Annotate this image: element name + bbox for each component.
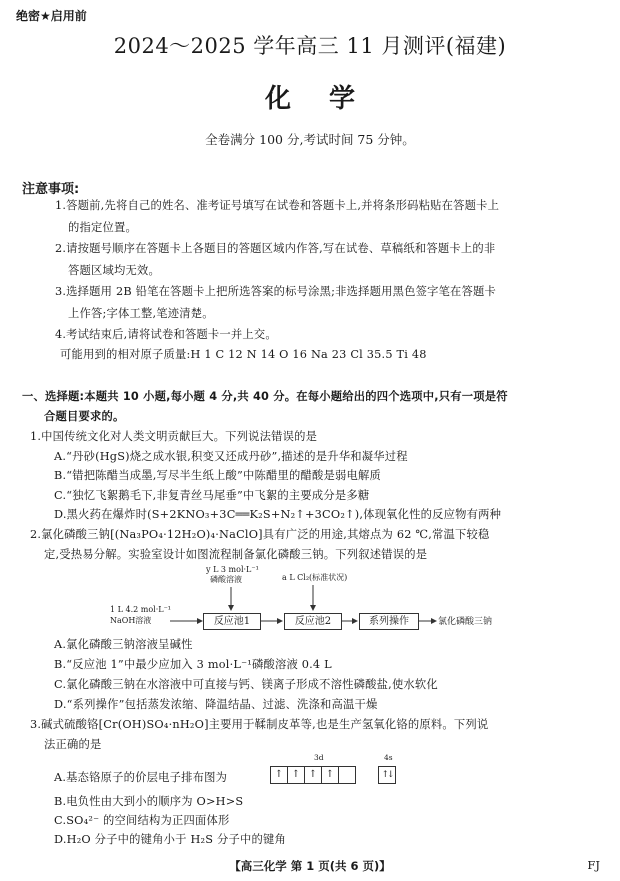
flow-box-reactor-2: 反应池2 [284,613,342,630]
q2-option-d: D.“系列操作”包括蒸发浓缩、降温结晶、过滤、洗涤和高温干燥 [54,698,378,711]
q1-stem: 1.中国传统文化对人类文明贡献巨大。下列说法错误的是 [30,430,318,443]
section-heading-cont: 合题目要求的。 [44,410,125,423]
orbital-diagram [270,752,410,792]
notice-line: 1.答题前,先将自己的姓名、准考证号填写在试卷和答题卡上,并将条形码粘贴在答题卡上 [55,199,500,212]
flow-box-operations: 系列操作 [359,613,419,630]
q3-stem: 3.碱式硫酸铬[Cr(OH)SO₄·nH₂O]主要用于鞣制皮革等,也是生产氢氧化铬的原料。下列说 [30,718,489,731]
q3-option-a: A.基态铬原子的价层电子排布图为 [54,771,228,784]
exam-title: 2024～2025 学年高三 11 月测评(福建) [113,34,507,58]
label-4s: 4s [384,753,393,762]
q1-option-b: B.“错把陈醋当成墨,写尽半生纸上酸”中陈醋里的醋酸是弱电解质 [54,469,381,482]
flow-input-naoh: NaOH溶液 [110,616,152,625]
q3-option-b: B.电负性由大到小的顺序为 O>H>S [54,795,244,808]
notice-line: 2.请按题号顺序在答题卡上各题目的答题区域内作答,写在试卷、草稿纸和答题卡上的非 [55,242,496,255]
q1-option-c: C.“独忆飞絮鹅毛下,非复青丝马尾垂”中飞絮的主要成分是多糖 [54,489,370,502]
notice-line: 4.考试结束后,请将试卷和答题卡一并上交。 [55,328,277,341]
orbital-4s-box: ↑↓ [378,766,396,784]
paper-code: FJ [587,858,600,872]
orbital-3d-box: ↑ [270,766,288,784]
notice-line: 3.选择题用 2B 铅笔在答题卡上把所选答案的标号涂黑;非选择题用黑色签字笔在答题卡 [55,285,497,298]
flow-box-reactor-1: 反应池1 [203,613,261,630]
q2-flow-diagram [110,563,590,633]
confidential-mark: 绝密★启用前 [16,9,87,23]
flow-input-phosphoric-conc: y L 3 mol·L⁻¹ [206,565,259,574]
notice-line: 上作答;字体工整,笔迹清楚。 [68,307,214,320]
flow-product: 氯化磷酸三钠 [438,617,493,627]
q3-option-c: C.SO₄²⁻ 的空间结构为正四面体形 [54,814,230,827]
notice-line: 答题区域均无效。 [68,264,160,277]
flow-input-naoh-conc: 1 L 4.2 mol·L⁻¹ [110,605,171,614]
notice-heading: 注意事项: [22,182,80,197]
orbital-3d-box: ↑ [321,766,339,784]
q1-option-a: A.“丹砂(HgS)烧之成水银,积变又还成丹砂”,描述的是升华和凝华过程 [54,450,408,463]
label-3d: 3d [314,753,324,762]
page-footer: 【高三化学 第 1 页(共 6 页)】 [229,859,391,873]
atomic-masses: 可能用到的相对原子质量:H 1 C 12 N 14 O 16 Na 23 Cl 35.5 Ti 48 [60,348,427,361]
orbital-3d-box [338,766,356,784]
q3-option-d: D.H₂O 分子中的键角小于 H₂S 分子中的键角 [54,833,286,846]
notice-line: 的指定位置。 [68,221,137,234]
orbital-3d-box: ↑ [287,766,305,784]
q2-stem: 2.氯化磷酸三钠[(Na₃PO₄·12H₂O)₄·NaClO]具有广泛的用途,其熔点为 62 ℃,常温下较稳 [30,528,490,541]
q2-option-a: A.氯化磷酸三钠溶液呈碱性 [54,638,193,651]
score-info: 全卷满分 100 分,考试时间 75 分钟。 [205,132,415,147]
flow-input-chlorine: a L Cl₂(标准状况) [282,573,348,582]
section-heading: 一、选择题:本题共 10 小题,每小题 4 分,共 40 分。在每小题给出的四个选项中,只有一项是符 [22,390,508,403]
q3-stem-cont: 法正确的是 [44,738,102,751]
flow-arrows [110,563,590,633]
q2-stem-cont: 定,受热易分解。实验室设计如图流程制备氯化磷酸三钠。下列叙述错误的是 [44,548,428,561]
subject-title: 化学 [264,84,393,114]
orbital-3d-box: ↑ [304,766,322,784]
q2-option-c: C.氯化磷酸三钠在水溶液中可直接与钙、镁离子形成不溶性磷酸盐,使水软化 [54,678,438,691]
q2-option-b: B.“反应池 1”中最少应加入 3 mol·L⁻¹磷酸溶液 0.4 L [54,658,332,671]
flow-input-phosphoric: 磷酸溶液 [210,575,242,584]
q1-option-d: D.黑火药在爆炸时(S+2KNO₃+3C══K₂S+N₂↑+3CO₂↑),体现氧化性的反应物有两种 [54,508,502,521]
